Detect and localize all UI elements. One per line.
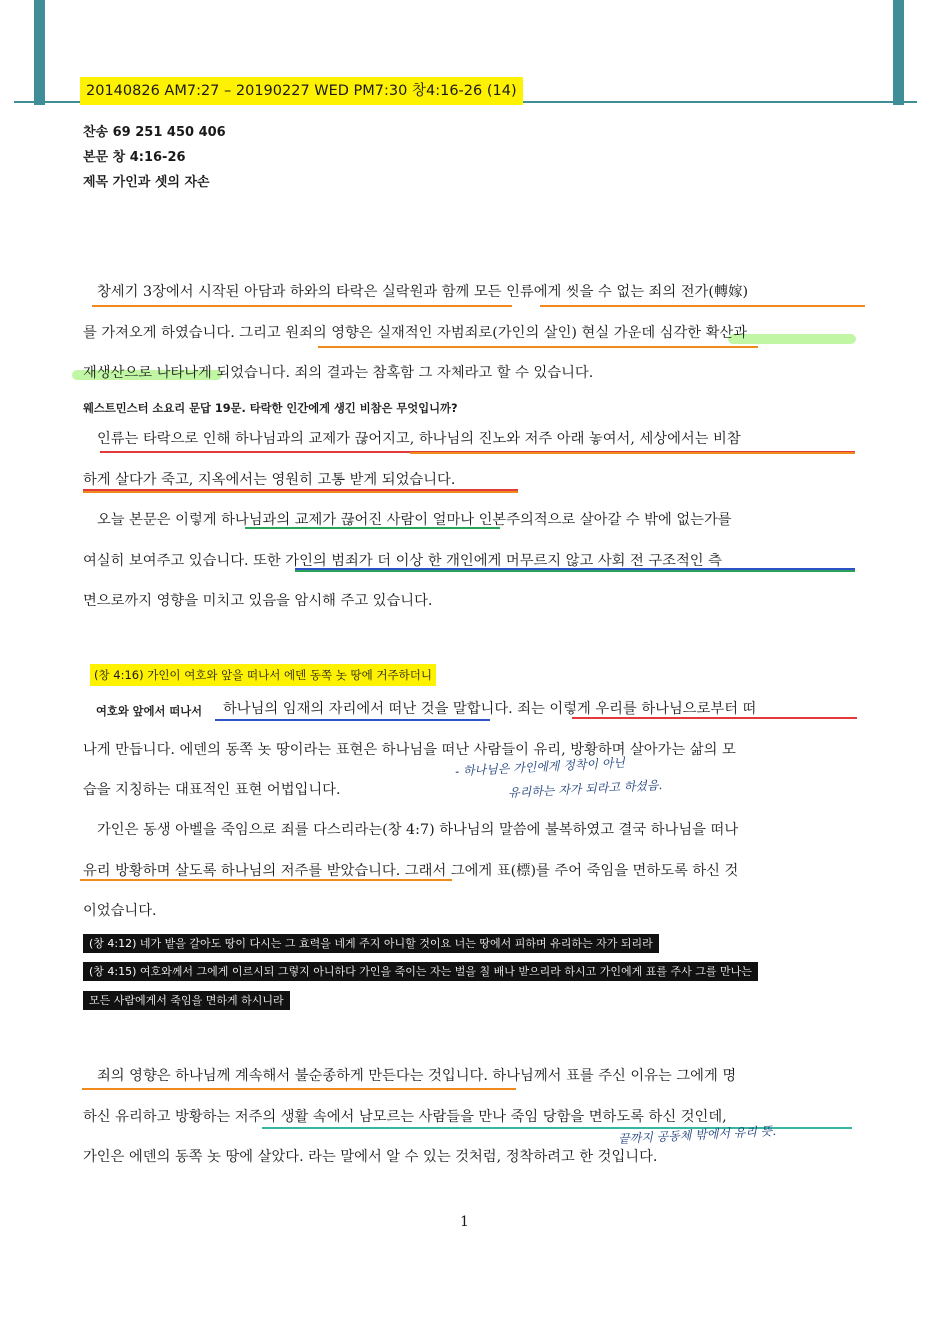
handwritten-note: 끝까지 공동체 밖에서 유리 뜻. (617, 1123, 777, 1147)
catechism-answer (83, 419, 855, 500)
text-line: 인류는 타락으로 인해 하나님과의 교제가 끊어지고, 하나님의 진노와 저주 아래 놓여서, 세상에서는 비참 (97, 431, 741, 447)
text-line: 하게 살다가 죽고, 지옥에서는 영원히 고통 받게 되었습니다. (83, 471, 456, 488)
text-line: 나게 만듭니다. 에덴의 동쪽 놋 땅이라는 표현은 하나님을 떠난 사람들이 유리, 방황하며 살아가는 삶의 모 (83, 741, 736, 758)
verse-bar-4-12: (창 4:12) 네가 밭을 갈아도 땅이 다시는 그 효력을 네게 주지 아니할 것이요 너는 땅에서 피하며 유리하는 자가 되리라 (83, 934, 659, 953)
verse-4-16-paragraph (83, 689, 855, 811)
handwritten-note: - 하나님은 가인에게 정착이 아닌 (454, 755, 626, 779)
text-line: 가인은 에덴의 동쪽 놋 땅에 살았다. 라는 말에서 알 수 있는 것처럼, 정착하려고 한 것입니다. (83, 1149, 658, 1165)
cain-paragraph (83, 810, 855, 932)
text-line: 를 가져오게 하였습니다. 그리고 원죄의 영향은 실재적인 자범죄로(가인의 살인) 현실 가운데 심각한 확산과 (83, 324, 748, 341)
text-line: 유리 방황하며 살도록 하나님의 저주를 받았습니다. 그래서 그에게 표(標)를 주어 죽임을 면하도록 하신 것 (83, 862, 739, 879)
text-line: 오늘 본문은 이렇게 하나님과의 교제가 끊어진 사람이 얼마나 인본주의적으로 살아갈 수 밖에 없는가를 (97, 512, 732, 528)
text-line: 창세기 3장에서 시작된 아담과 하와의 타락은 실락원과 함께 모든 인류에게 씻을 수 없는 죄의 전가(轉嫁) (97, 284, 749, 300)
sermon-title: 제목 가인과 셋의 자손 (83, 175, 210, 190)
text-line: 가인은 동생 아벨을 죽임으로 죄를 다스리라는(창 4:7) 하나님의 말씀에 불복하였고 결국 하나님을 떠나 (97, 822, 739, 838)
binder-mark-right (893, 0, 904, 105)
verse-bar-4-15: (창 4:15) 여호와께서 그에게 이르시되 그렇지 아니하다 가인을 죽이는 자는 벌을 칠 배나 받으리라 하시고 가인에게 표를 주사 그를 만나는 (83, 962, 758, 981)
date-range-header: 20140826 AM7:27 – 20190227 WED PM7:30 창4:16-26 (14) (80, 77, 523, 105)
verse-highlight-4-16: (창 4:16) 가인이 여호와 앞을 떠나서 에덴 동쪽 놋 땅에 거주하더니 (90, 664, 436, 686)
hymn-numbers: 찬송 69 251 450 406 (83, 125, 226, 140)
text-line: 습을 지칭하는 대표적인 표현 어법입니다. (83, 782, 341, 798)
verse-lead-phrase: 여호와 앞에서 떠나서 (96, 705, 203, 718)
scripture-reference: 본문 창 4:16-26 (83, 150, 186, 165)
text-line: 죄의 영향은 하나님께 계속해서 불순종하게 만든다는 것입니다. 하나님께서 표를 주신 이유는 그에게 명 (97, 1068, 737, 1084)
today-paragraph (83, 500, 855, 622)
text-line: 여실히 보여주고 있습니다. 또한 가인의 범죄가 더 이상 한 개인에게 머무르지 않고 사회 전 구조적인 측 (83, 552, 722, 569)
page-number: 1 (460, 1214, 469, 1230)
text-line: 면으로까지 영향을 미치고 있음을 암시해 주고 있습니다. (83, 593, 433, 609)
influence-paragraph (83, 1056, 855, 1178)
catechism-question: 웨스트민스터 소요리 문답 19문. 타락한 인간에게 생긴 비참은 무엇입니까? (83, 402, 458, 415)
intro-paragraph (83, 272, 855, 394)
text-line: 이었습니다. (83, 903, 157, 919)
text-line: 하신 유리하고 방황하는 저주의 생활 속에서 남모르는 사람들을 만나 죽임 당함을 면하도록 하신 것인데, (83, 1108, 727, 1125)
text-line: 재생산으로 나타나게 되었습니다. 죄의 결과는 참혹함 그 자체라고 할 수 있습니다. (83, 365, 594, 381)
handwritten-note: 유리하는 자가 되라고 하셨음. (507, 777, 663, 801)
text-line: 하나님의 임재의 자리에서 떠난 것을 말합니다. 죄는 이렇게 우리를 하나님으로부터 떠 (223, 701, 757, 717)
verse-bar-4-15-cont: 모든 사람에게서 죽임을 면하게 하시니라 (83, 991, 290, 1010)
binder-mark-left (34, 0, 45, 105)
